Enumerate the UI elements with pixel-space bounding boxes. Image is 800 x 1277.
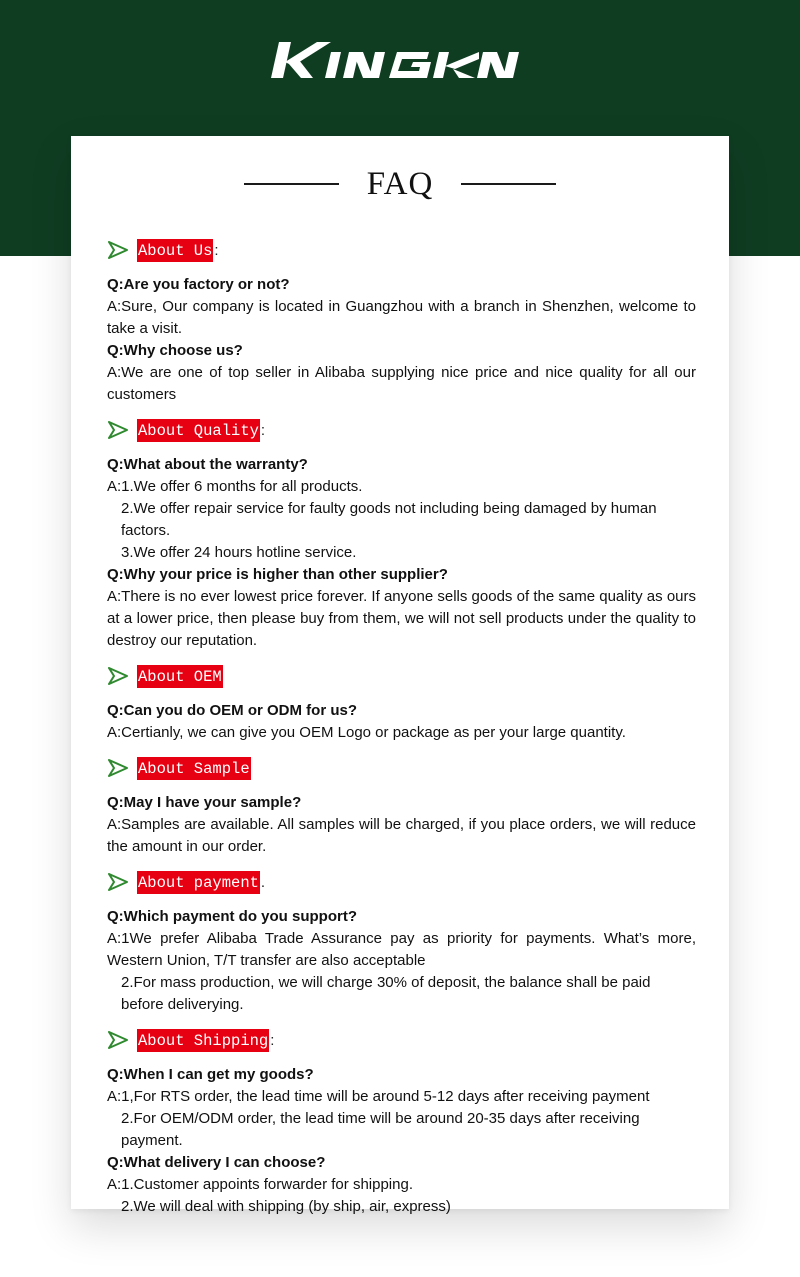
faq-answer: A:We are one of top seller in Alibaba supplying nice price and nice quality for all our customers [107,364,696,403]
section-label: About Shipping [137,1029,269,1052]
faq-answer: A:1We prefer Alibaba Trade Assurance pay as priority for payments. What’s more, Western Union, T/T transfer are also acceptable [107,930,696,969]
faq-divider-left [244,183,339,185]
section-heading [107,658,696,694]
faq-answer: A:There is no ever lowest price forever. If anyone sells goods of the same quality as ours at a lower price, then please buy from them, we will not sell products under the quality to destroy our reputation. [107,588,696,649]
faq-answer: 2.For mass production, we will charge 30% of deposit, the balance shall be paid before deliverying. [121,974,651,1013]
faq-answer: 2.We will deal with shipping (by ship, air, express) [121,1198,451,1215]
faq-question: Q:What delivery I can choose? [107,1154,326,1171]
section-heading [107,864,696,900]
arrow-right-icon [107,1030,129,1050]
arrow-right-icon [107,420,129,440]
section-label-suffix: : [260,421,266,439]
faq-answer: 2.We offer repair service for faulty goods not including being damaged by human factors. [121,500,657,539]
arrow-right-icon [107,240,129,260]
section-heading [107,412,696,448]
faq-question: Q:What about the warranty? [107,456,308,473]
faq-answer: A:Sure, Our company is located in Guangzhou with a branch in Shenzhen, welcome to take a visit. [107,298,696,337]
faq-answer: A:Samples are available. All samples will be charged, if you place orders, we will reduce the amount in our order. [107,816,696,855]
section-label: About Quality [137,419,260,442]
section-label: About payment [137,871,260,894]
section-heading [107,750,696,786]
faq-question: Q:Why your price is higher than other supplier? [107,566,448,583]
faq-answer: 2.For OEM/ODM order, the lead time will be around 20-35 days after receiving payment. [121,1110,640,1149]
faq-answer: 3.We offer 24 hours hotline service. [121,544,357,561]
faq-answer: A:1.Customer appoints forwarder for shipping. [107,1176,413,1193]
faq-question: Q:Which payment do you support? [107,908,357,925]
arrow-right-icon [107,872,129,892]
faq-question: Q:Can you do OEM or ODM for us? [107,702,357,719]
section-heading [107,232,696,268]
faq-answer: A:Certianly, we can give you OEM Logo or package as per your large quantity. [107,724,626,741]
faq-title: FAQ [366,165,434,202]
section-label-suffix: . [260,873,266,891]
section-label-suffix: : [270,1031,275,1049]
section-heading [107,1022,696,1058]
faq-question: Q:May I have your sample? [107,794,302,811]
faq-answer: A:1.We offer 6 months for all products. [107,478,363,495]
arrow-right-icon [107,666,129,686]
section-label: About Us [137,239,213,262]
section-label-suffix: : [214,241,219,259]
faq-heading [71,164,729,204]
faq-content [107,232,696,1218]
arrow-right-icon [107,758,129,778]
faq-answer: A:1,For RTS order, the lead time will be around 5-12 days after receiving payment [107,1088,650,1105]
faq-question: Q:When I can get my goods? [107,1066,314,1083]
brand-logo [0,38,800,90]
section-label: About Sample [137,757,251,780]
faq-divider-right [461,183,556,185]
section-label: About OEM [137,665,223,688]
faq-question: Q:Why choose us? [107,342,243,359]
faq-question: Q:Are you factory or not? [107,276,290,293]
kingkn-logo-icon [269,38,531,90]
faq-card [71,136,729,1215]
